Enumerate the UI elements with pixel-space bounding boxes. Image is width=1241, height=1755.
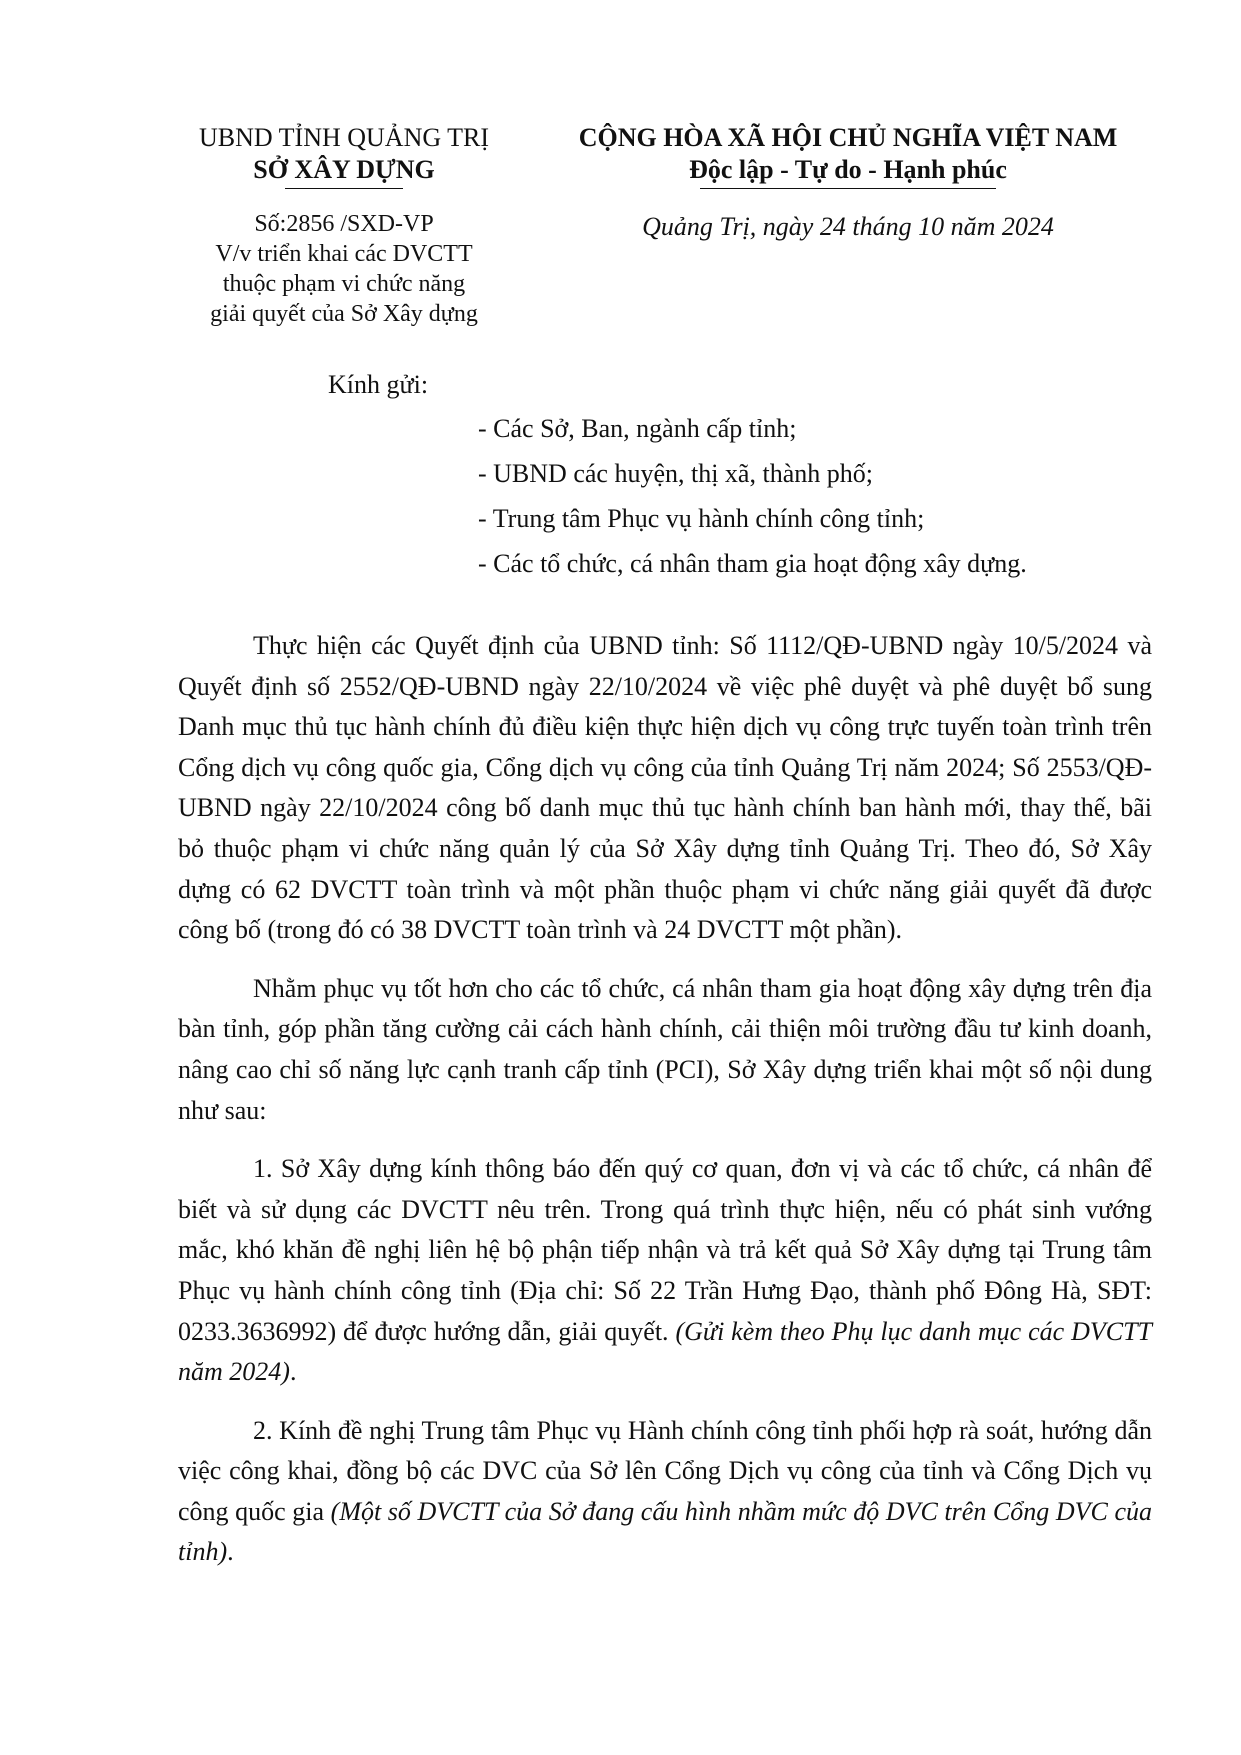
body-paragraph-4: [178, 1411, 1152, 1573]
document-date: Quảng Trị, ngày 24 tháng 10 năm 2024: [642, 212, 1054, 241]
document-body: [178, 626, 1152, 1591]
recipient-item: - Các Sở, Ban, ngành cấp tỉnh;: [478, 414, 797, 443]
document-subject: [170, 239, 518, 329]
parent-agency: UBND TỈNH QUẢNG TRỊ: [198, 123, 490, 152]
paragraph-text: 1. Sở Xây dựng kính thông báo đến quý cơ quan, đơn vị và các tổ chức, cá nhân để biết và sử dụng các DVCTT nêu trên. Trong quá trình thực hiện, nếu có phát sinh vướng mắc, khó khăn đề nghị liên hệ bộ phận tiếp nhận và trả kết quả Sở Xây dựng tại Trung tâm Phục vụ hành chính công tỉnh (Địa chỉ: Số 22 Trần Hưng Đạo, thành phố Đông Hà, SĐT: 0233.3636992) để được hướng dẫn, giải quyết.: [178, 1154, 1152, 1346]
recipient-item: - UBND các huyện, thị xã, thành phố;: [478, 459, 873, 488]
national-header-block: [548, 122, 1148, 243]
attachment-note: (Gửi kèm theo Phụ lục danh mục các DVCTT năm 2024): [178, 1316, 1152, 1387]
nation-motto: Độc lập - Tự do - Hạnh phúc: [689, 155, 1007, 184]
nation-title: CỘNG HÒA XÃ HỘI CHỦ NGHĨA VIỆT NAM: [578, 123, 1118, 152]
body-paragraph-2: Nhằm phục vụ tốt hơn cho các tổ chức, cá nhân tham gia hoạt động xây dựng trên địa bàn tỉnh, góp phần tăng cường cải cách hành chính, cải thiện môi trường đầu tư kinh doanh, nâng cao chỉ số năng lực cạnh tranh cấp tỉnh (PCI), Sở Xây dựng triển khai một số nội dung như sau:: [178, 973, 1152, 1125]
configuration-note: (Một số DVCTT của Sở đang cấu hình nhầm mức độ DVC trên Cổng DVC của tỉnh): [178, 1496, 1153, 1567]
paragraph-end: .: [227, 1537, 234, 1567]
subject-line: V/v triển khai các DVCTT: [215, 241, 473, 267]
subject-line: giải quyết của Sở Xây dựng: [210, 301, 478, 327]
issuing-agency-block: [170, 122, 518, 329]
paragraph-text: 2. Kính đề nghị Trung tâm Phục vụ Hành chính công tỉnh phối hợp rà soát, hướng dẫn việc công khai, đồng bộ các DVC của Sở lên Cổng Dịch vụ công của tỉnh và Cổng Dịch vụ công quốc gia: [178, 1415, 1152, 1526]
paragraph-end: .: [289, 1357, 297, 1387]
body-paragraph-1: Thực hiện các Quyết định của UBND tỉnh: Số 1112/QĐ-UBND ngày 10/5/2024 và Quyết định số 2552/QĐ-UBND ngày 22/10/2024 về việc phê duyệt và phê duyệt bổ sung Danh mục thủ tục hành chính đủ điều kiện thực hiện dịch vụ công trực tuyến toàn trình trên Cổng dịch vụ công quốc gia, Cổng dịch vụ công của tỉnh Quảng Trị năm 2024; Số 2553/QĐ-UBND ngày 22/10/2024 công bố danh mục thủ tục hành chính ban hành mới, thay thế, bãi bỏ thuộc phạm vi chức năng quản lý của Sở Xây dựng tỉnh Quảng Trị. Theo đó, Sở Xây dựng có 62 DVCTT toàn trình và một phần thuộc phạm vi chức năng giải quyết đã được công bố (trong đó có 38 DVCTT toàn trình và 24 DVCTT một phần).: [178, 631, 1152, 945]
recipient-item: - Các tổ chức, cá nhân tham gia hoạt động xây dựng.: [478, 549, 1027, 578]
agency-underline: [285, 188, 403, 189]
subject-line: thuộc phạm vi chức năng: [222, 271, 466, 297]
document-number: Số:2856 /SXD-VP: [254, 211, 434, 237]
recipient-item: - Trung tâm Phục vụ hành chính công tỉnh;: [478, 504, 925, 533]
recipient-list: [478, 412, 1027, 592]
agency-name: SỞ XÂY DỰNG: [253, 155, 435, 184]
salutation: Kính gửi:: [328, 370, 429, 399]
body-paragraph-3: [178, 1149, 1152, 1393]
motto-underline: [700, 188, 996, 189]
